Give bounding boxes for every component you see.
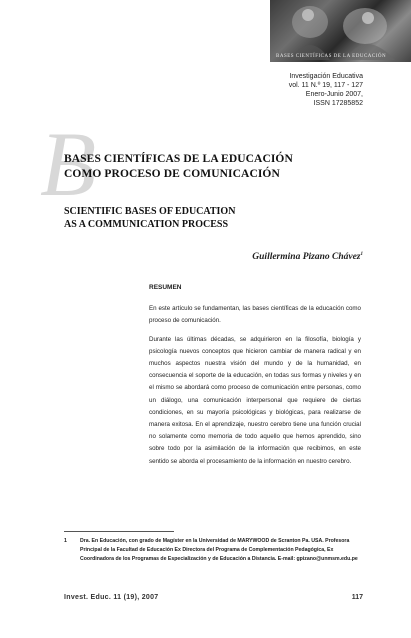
title-es-line2: COMO PROCESO DE COMUNICACIÓN (64, 168, 280, 180)
article-title-spanish (64, 152, 293, 182)
author-name (252, 252, 363, 262)
title-en-line2: AS A COMMUNICATION PROCESS (64, 219, 228, 230)
abstract-section (149, 282, 361, 474)
article-title-english (64, 205, 235, 231)
footnote-marker: 1 (64, 538, 67, 544)
footnote (64, 537, 361, 564)
footer-citation: Invest. Educ. 11 (19), 2007 (64, 594, 159, 601)
journal-name: Investigación Educativa (289, 73, 363, 80)
abstract-heading: RESUMEN (149, 284, 182, 291)
header-painting-image (270, 0, 411, 62)
journal-date: Enero-Junio 2007, (305, 91, 363, 98)
author-footnote-marker: 1 (360, 252, 363, 257)
journal-volume: vol. 11 N.º 19, 117 - 127 (288, 82, 363, 89)
journal-info (289, 72, 363, 108)
page-number: 117 (351, 594, 363, 601)
painting-caption: BASES CIENTÍFICAS DE LA EDUCACIÓN (276, 54, 387, 59)
journal-issn: ISSN 17285852 (313, 100, 363, 107)
title-es-line1: BASES CIENTÍFICAS DE LA EDUCACIÓN (64, 153, 293, 165)
painting-figures (270, 0, 411, 62)
footnote-divider (64, 531, 174, 532)
footnote-text: Dra. En Educación, con grado de Magíster en la Universidad de MARYWOOD de Scranton Pa. USA. Profesora Principal de la Facultad de Educación Ex Directora del Programa de Complementación Pedagógica, Ex Coordinadora de los Programas de Especialización y de Educación a Distancia. E-mail: gpizano@unmsm.edu.pe (80, 538, 358, 562)
abstract-paragraph-2: Durante las últimas décadas, se adquirieron en la filosofía, biología y psicología nuevos conceptos que hicieron cambiar de manera radical y en muchos aspectos nuestra visión del mundo y de la humanidad, en consecuencia el soporte de la educación, en todas sus formas y niveles y en el mismo se abordará como proceso de comunicación entre personas, como un diálogo, una comunicación interpersonal que requiere de ciertas condiciones, en su mayoría psicológicas y biológicas, para realizarse de manera exitosa. En el aprendizaje, nuestro cerebro tiene una función crucial no solamente como memoria de todo aquello que hemos aprendido, sino sobre todo por la asimilación de la información que recibimos, en este sentido se aborda el procesamiento de la información en nuestro cerebro. (149, 335, 361, 465)
title-en-line1: SCIENTIFIC BASES OF EDUCATION (64, 206, 236, 217)
decorative-initial: B (40, 113, 97, 215)
abstract-paragraph-1: En este artículo se fundamentan, las bases científicas de la educación como proceso de comunicación. (149, 305, 361, 325)
author-name-text: Guillermina Pizano Chávez (252, 252, 361, 263)
